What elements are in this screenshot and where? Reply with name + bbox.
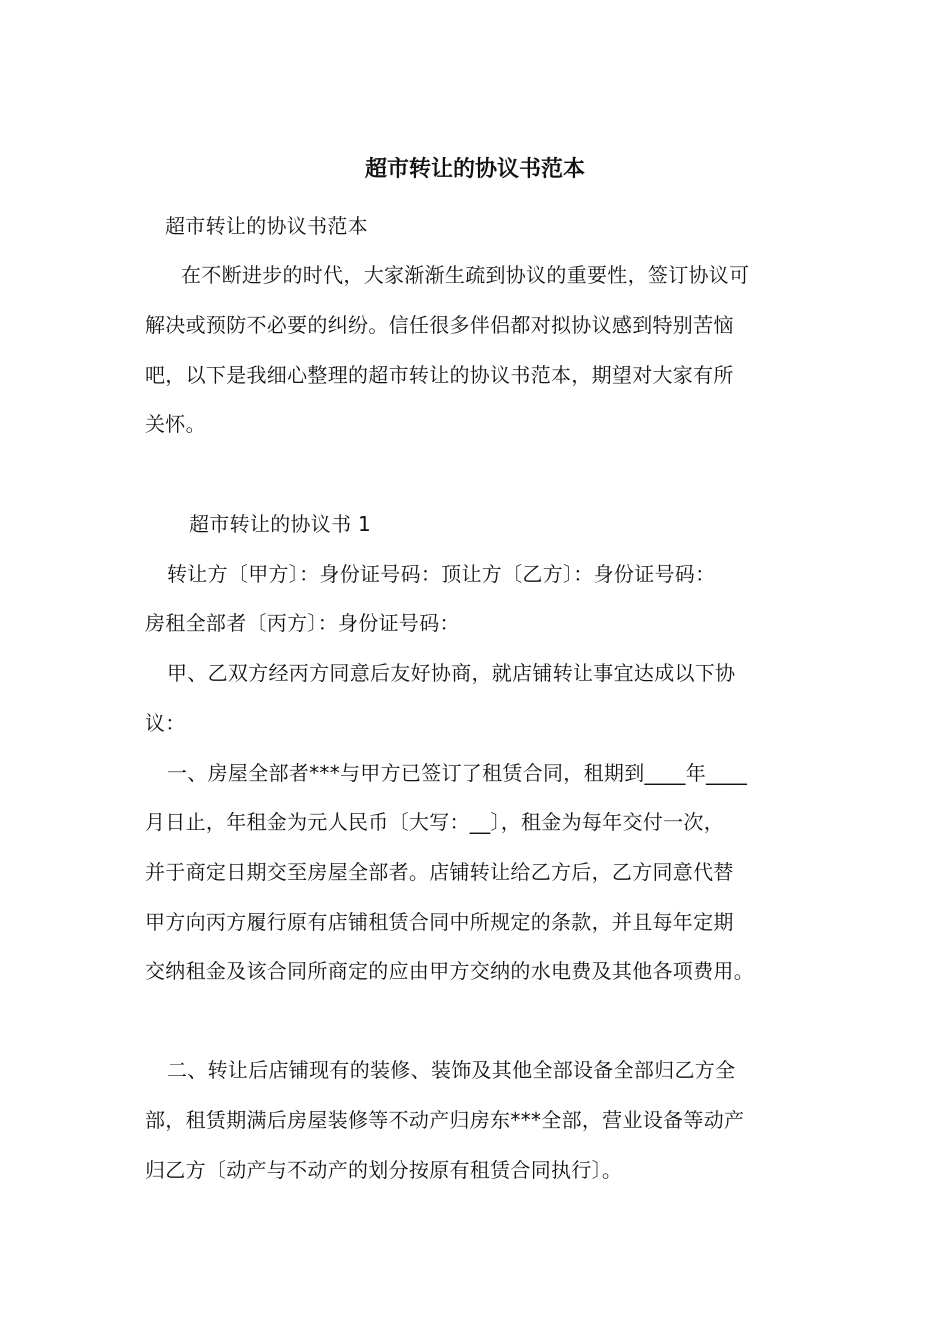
- clause-1-line: 并于商定日期交至房屋全部者。店铺转让给乙方后，乙方同意代替: [145, 860, 734, 884]
- clause-2-line: 归乙方〔动产与不动产的划分按原有租赁合同执行〕。: [145, 1158, 623, 1182]
- preamble-line: 甲、乙双方经丙方同意后友好协商，就店铺转让事宜达成以下协: [167, 661, 736, 685]
- clause-1-line: 甲方向丙方履行原有店铺租赁合同中所规定的条款，并且每年定期: [145, 910, 734, 934]
- preamble-line: 议：: [145, 711, 186, 735]
- section-heading: 超市转让的协议书 1: [189, 512, 372, 536]
- parties-line: 转让方〔甲方〕：身份证号码：顶让方〔乙方〕：身份证号码：: [167, 562, 716, 586]
- clause-1-line: 月日止，年租金为元人民币〔大写：__〕，租金为每年交付一次，: [145, 810, 724, 834]
- intro-line: 在不断进步的时代，大家渐渐生疏到协议的重要性，签订协议可: [181, 263, 750, 287]
- document-subtitle: 超市转让的协议书范本: [165, 214, 368, 238]
- parties-line: 房租全部者〔丙方〕：身份证号码：: [145, 611, 460, 635]
- intro-line: 吧，以下是我细心整理的超市转让的协议书范本，期望对大家有所: [145, 363, 734, 387]
- clause-1-line: 交纳租金及该合同所商定的应由甲方交纳的水电费及其他各项费用。: [145, 959, 754, 983]
- document-title: 超市转让的协议书范本: [364, 157, 585, 182]
- clause-1-line: 一、房屋全部者***与甲方已签订了租赁合同，租期到____年____: [167, 761, 748, 785]
- clause-2-line: 二、转让后店铺现有的装修、装饰及其他全部设备全部归乙方全: [167, 1058, 736, 1082]
- intro-line: 关怀。: [145, 412, 206, 436]
- intro-line: 解决或预防不必要的纠纷。信任很多伴侣都对拟协议感到特别苦恼: [145, 313, 734, 337]
- clause-2-line: 部，租赁期满后房屋装修等不动产归房东***全部，营业设备等动产: [145, 1108, 745, 1132]
